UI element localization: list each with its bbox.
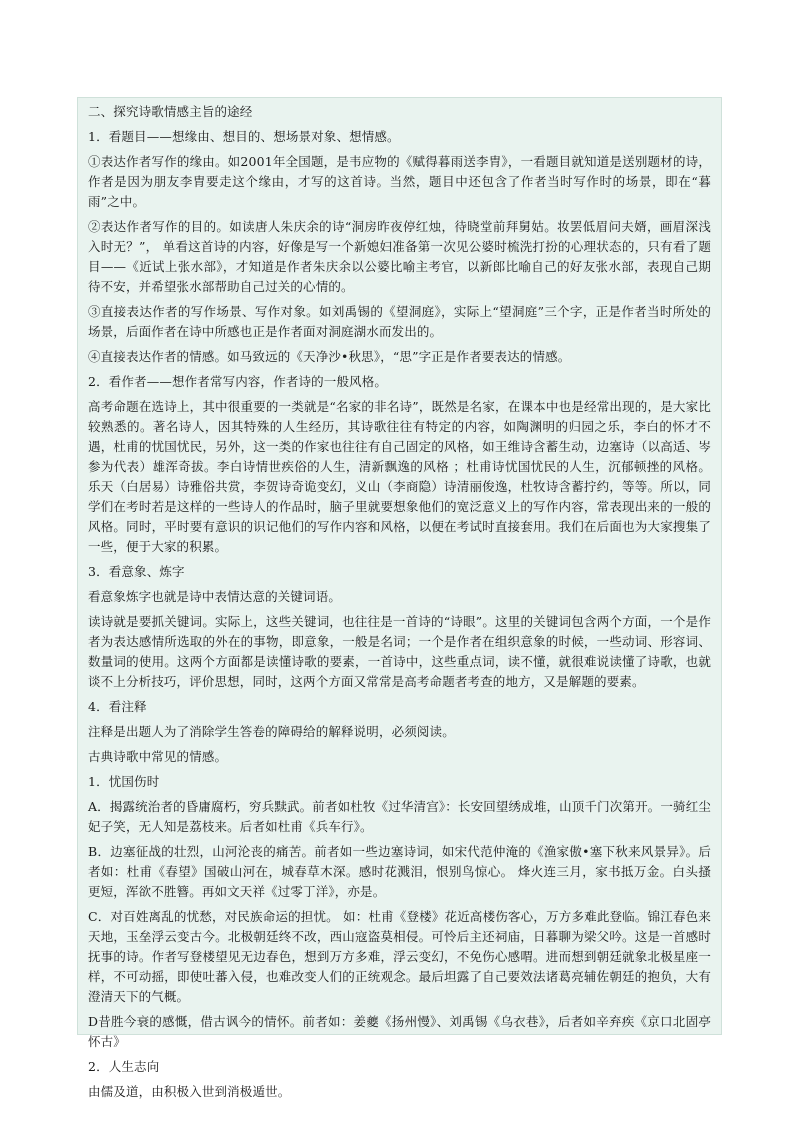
paragraph-annotations: 注释是出题人为了消除学生答卷的障碍给的解释说明，必须阅读。: [88, 724, 455, 739]
paragraph-emotion: ④直接表达作者的情感。如马致远的《天净沙•秋思》，“思”字正是作者要表达的情感。: [88, 349, 571, 364]
paragraph-purpose: ②表达作者写作的目的。如读唐人朱庆余的诗“洞房昨夜停红烛，待晓堂前拜舅姑。妆罢低眉问夫婿，画眉深浅入时无？”， 单看这首诗的内容，好像是写一个新媳妇准备第一次见公婆时梳洗打扮的心理状态的，只有看了题目——《近试上张水部》，才知道是作者朱庆余以公婆比喻主考官，以新郎比喻自己的好友张水部，表现自己期待不安，并希望张水部帮助自己过关的心情的。: [88, 219, 711, 294]
document-page: [77, 97, 722, 1099]
paragraph-common-emotions: 古典诗歌中常见的情感。: [88, 749, 228, 764]
subheading-look-at-author: 2．看作者——想作者常写内容，作者诗的一般风格。: [88, 374, 388, 389]
paragraph-scene: ③直接表达作者的写作场景、写作对象。如刘禹锡的《望洞庭》，实际上“望洞庭”三个字，正是作者当时所处的场景，后面作者在诗中所感也正是作者面对洞庭湖水而发出的。: [88, 304, 711, 339]
paragraph-imagery-intro: 看意象炼字也就是诗中表情达意的关键词语。: [88, 589, 342, 604]
paragraph-item-c: C．对百姓离乱的忧愁，对民族命运的担忧。 如：杜甫《登楼》花近高楼伤客心，万方多难此登临。锦江春色来天地，玉垒浮云变古今。北极朝廷终不改，西山寇盗莫相侵。可怜后主还祠庙，日暮聊为梁父吟。这是一首感时抚事的诗。作者写登楼望见无边春色，想到万方多难，浮云变幻，不免伤心感喟。进而想到朝廷就象北极星座一样，不可动摇，即使吐蕃入侵，也难改变人们的正统观念。最后坦露了自己要效法诸葛亮辅佐朝廷的抱负，大有澄清天下的气概。: [88, 909, 711, 1004]
subheading-patriotic: 1．忧国伤时: [88, 774, 160, 789]
subheading-life-aspiration: 2．人生志向: [88, 1059, 160, 1074]
subheading-imagery: 3．看意象、炼字: [88, 564, 185, 579]
paragraph-keywords: 读诗就是要抓关键词。实际上，这些关键词，也往往是一首诗的“诗眼”。这里的关键词包含两个方面，一个是作者为表达感情所选取的外在的事物，即意象，一般是名词；一个是作者在组织意象的时候，一些动词、形容词、数量词的使用。这两个方面都是读懂诗歌的要素，一首诗中，这些重点词，读不懂，就很难说读懂了诗歌，也就谈不上分析技巧，评价思想，同时，这两个方面又常常是高考命题者考查的地方，又是解题的要素。: [88, 614, 711, 689]
paragraph-item-d: D昔胜今衰的感慨，借古讽今的情怀。前者如：姜夔《扬州慢》、刘禹锡《乌衣巷》，后者如辛弃疾《京口北固亭怀古》: [88, 1014, 711, 1049]
paragraph-reason: ①表达作者写作的缘由。如2001年全国题，是韦应物的《赋得暮雨送李胄》，一看题目就知道是送别题材的诗，作者是因为朋友李胄要走这个缘由，才写的这首诗。当然，题目中还包含了作者当时写作时的场景，即在“暮雨”之中。: [88, 154, 711, 209]
subheading-annotations: 4．看注释: [88, 699, 147, 714]
paragraph-author-style: 高考命题在选诗上，其中很重要的一类就是“名家的非名诗”，既然是名家，在课本中也是经常出现的，是大家比较熟悉的。著名诗人，因其特殊的人生经历，其诗歌往往有特定的内容，如陶渊明的归园之乐，李白的怀才不遇，杜甫的忧国忧民，另外，这一类的作家也往往有自己固定的风格，如王维诗含蓄生动，边塞诗（以高适、岑参为代表）雄浑奇拔。李白诗情世疾俗的人生，清新飘逸的风格 ；杜甫诗忧国忧民的人生，沉郁顿挫的风格。乐天（白居易）诗雅俗共赏，李贺诗奇诡变幻，义山（李商隐）诗清丽俊逸，杜牧诗含蓄拧约，等等。所以，同学们在考时若是这样的一些诗人的作品时，脑子里就要想象他们的宽泛意义上的写作内容，常表现出来的一般的风格。同时，平时要有意识的识记他们的写作内容和风格，以便在考试时直接套用。我们在后面也为大家搜集了一些，便于大家的积累。: [88, 399, 711, 554]
paragraph-item-b: B．边塞征战的壮烈，山河沦丧的痛苦。前者如一些边塞诗词，如宋代范仲淹的《渔家傲•塞下秋来风景异》。后者如：杜甫《春望》国破山河在，城春草木深。感时花溅泪，恨别鸟惊心。 烽火连三月，家书抵万金。白头搔更短，浑欲不胜簪。再如文天祥《过零丁洋》，亦是。: [88, 844, 711, 899]
paragraph-item-a: A．揭露统治者的昏庸腐朽，穷兵黩武。前者如杜牧《过华清宫》：长安回望绣成堆，山顶千门次第开。一骑红尘妃子笑，无人知是荔枝来。后者如杜甫《兵车行》。: [88, 799, 711, 834]
subheading-look-at-title: 1．看题目——想缘由、想目的、想场景对象、想情感。: [88, 129, 400, 144]
section-heading: 二、探究诗歌情感主旨的途经: [88, 104, 253, 119]
paragraph-life-aspiration: 由儒及道，由积极入世到消极遁世。: [88, 1084, 291, 1099]
